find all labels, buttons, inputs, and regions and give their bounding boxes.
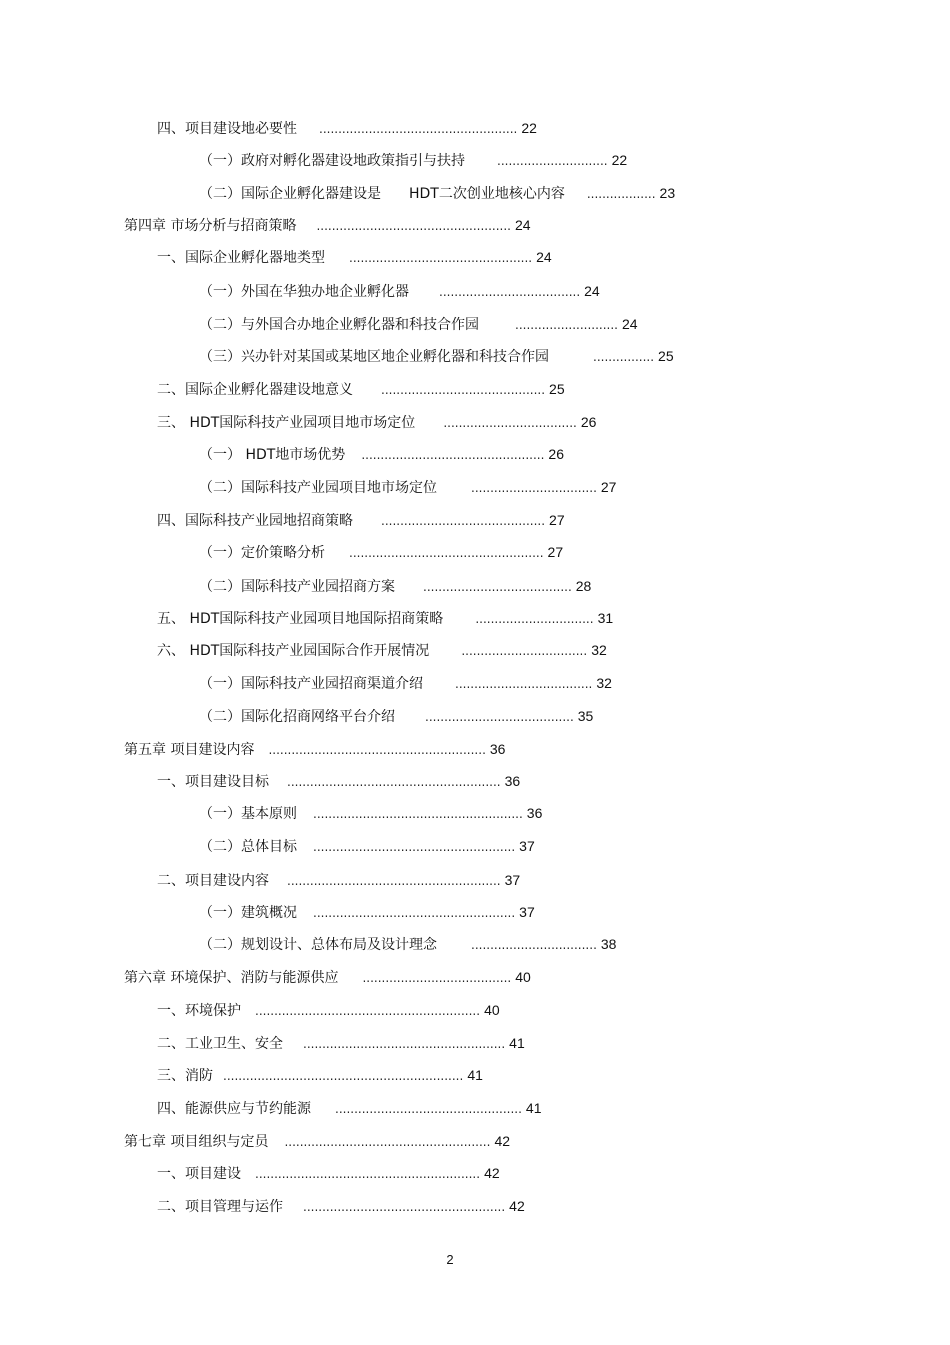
toc-page-number: 42 xyxy=(494,1133,511,1149)
toc-entry xyxy=(199,282,600,301)
toc-entry xyxy=(157,413,596,432)
toc-entry xyxy=(124,216,531,235)
toc-title: （一）定价策略分析 xyxy=(199,545,325,561)
toc-page-number: 32 xyxy=(596,675,612,691)
toc-page-number: 37 xyxy=(519,904,535,920)
toc-leader: ............................................................... xyxy=(223,1069,464,1083)
toc-title: （二）总体目标 xyxy=(199,839,297,855)
toc-title: 第五章 项目建设内容 xyxy=(124,742,255,758)
toc-title: （二）规划设计、总体布局及设计理念 xyxy=(199,937,437,953)
toc-title: 一、项目建设目标 xyxy=(157,774,269,790)
toc-entry xyxy=(157,119,537,138)
toc-entry xyxy=(199,315,638,334)
toc-leader: ................................................. xyxy=(335,1102,522,1116)
toc-page-number: 42 xyxy=(484,1165,500,1181)
toc-leader: ....................................................... xyxy=(313,807,523,821)
toc-entry xyxy=(124,1132,510,1151)
toc-title: 一、项目建设 xyxy=(157,1166,241,1182)
toc-page-number: 36 xyxy=(526,805,543,821)
toc-page-number: 37 xyxy=(519,838,535,854)
toc-leader: ..................................... xyxy=(439,285,581,299)
toc-entry xyxy=(157,641,607,660)
toc-title-continued: HDT二次创业地核心内容 xyxy=(409,186,565,202)
toc-entry xyxy=(157,772,520,791)
toc-title: 一、环境保护 xyxy=(157,1003,241,1019)
toc-leader: ........................................... xyxy=(381,514,546,528)
toc-entry xyxy=(199,184,675,203)
toc-leader: ..................................................... xyxy=(303,1037,506,1051)
toc-page-number: 42 xyxy=(509,1198,525,1214)
toc-page-number: 36 xyxy=(504,773,521,789)
toc-leader: ....................................... xyxy=(423,580,572,594)
toc-title: 二、工业卫生、安全 xyxy=(157,1036,283,1052)
toc-title: （二）国际科技产业园招商方案 xyxy=(199,579,395,595)
toc-page-number: 31 xyxy=(597,610,614,626)
toc-leader: ................................................ xyxy=(349,251,533,265)
toc-leader: ................................. xyxy=(461,644,588,658)
toc-page-number: 25 xyxy=(549,381,565,397)
toc-title: 二、项目建设内容 xyxy=(157,873,269,889)
toc-leader: ........................... xyxy=(515,318,618,332)
toc-entry xyxy=(157,609,613,628)
toc-leader: ......................................................... xyxy=(268,743,486,757)
toc-entry xyxy=(157,1099,542,1118)
toc-title: （三）兴办针对某国或某地区地企业孵化器和科技合作园 xyxy=(199,349,549,365)
toc-leader: ........................................................... xyxy=(255,1004,481,1018)
toc-page-number: 40 xyxy=(515,969,531,985)
toc-page-number: 23 xyxy=(659,185,676,201)
toc-page-number: 24 xyxy=(584,283,600,299)
toc-leader: ................ xyxy=(593,350,655,364)
toc-page-number: 37 xyxy=(504,872,521,888)
toc-title: （一）基本原则 xyxy=(199,806,297,822)
toc-entry xyxy=(157,380,565,399)
toc-entry xyxy=(199,674,612,693)
toc-entry xyxy=(199,935,616,954)
toc-title: 二、项目管理与运作 xyxy=(157,1199,283,1215)
toc-leader: ....................................... xyxy=(362,971,512,985)
toc-page-number: 32 xyxy=(591,642,607,658)
toc-title: （二）国际化招商网络平台介绍 xyxy=(199,709,395,725)
toc-entry xyxy=(199,347,674,366)
toc-page-number: 27 xyxy=(547,544,564,560)
toc-title: 第四章 市场分析与招商策略 xyxy=(124,218,297,234)
toc-leader: .................. xyxy=(586,187,656,201)
page-number: 2 xyxy=(446,1252,454,1267)
toc-entry xyxy=(199,804,542,823)
toc-title: （一） HDT地市场优势 xyxy=(199,447,346,463)
toc-leader: ................................................... xyxy=(316,219,511,233)
toc-leader: ........................................................... xyxy=(255,1167,481,1181)
toc-entry xyxy=(199,151,627,170)
toc-page-number: 26 xyxy=(580,414,597,430)
toc-leader: ................................... xyxy=(443,416,577,430)
toc-title: 二、国际企业孵化器建设地意义 xyxy=(157,382,353,398)
toc-entry xyxy=(199,543,563,562)
toc-entry xyxy=(199,837,535,856)
toc-title: （一）外国在华独办地企业孵化器 xyxy=(199,284,409,300)
toc-page-number: 24 xyxy=(622,316,638,332)
toc-page-number: 27 xyxy=(600,479,617,495)
toc-page-number: 28 xyxy=(575,578,592,594)
toc-page-number: 26 xyxy=(548,446,564,462)
toc-page-number: 41 xyxy=(509,1035,525,1051)
toc-title: 四、能源供应与节约能源 xyxy=(157,1101,311,1117)
toc-title: （二）与外国合办地企业孵化器和科技合作园 xyxy=(199,317,479,333)
toc-leader: ..................................................... xyxy=(313,840,516,854)
toc-title: 四、国际科技产业园地招商策略 xyxy=(157,513,353,529)
toc-leader: ...................................................... xyxy=(284,1135,491,1149)
toc-leader: ................................................ xyxy=(361,448,545,462)
toc-title: 第七章 项目组织与定员 xyxy=(124,1134,269,1150)
toc-leader: ....................................... xyxy=(425,710,574,724)
toc-page-number: 40 xyxy=(484,1002,500,1018)
toc-title: 一、国际企业孵化器地类型 xyxy=(157,250,325,266)
toc-leader: ................................. xyxy=(471,938,597,952)
toc-leader: ........................................................ xyxy=(287,775,501,789)
toc-leader: .................................... xyxy=(455,677,593,691)
toc-entry xyxy=(157,1066,483,1085)
toc-leader: ..................................................... xyxy=(313,906,516,920)
toc-entry xyxy=(124,968,531,987)
toc-entry xyxy=(199,903,535,922)
toc-entry xyxy=(157,1001,500,1020)
toc-leader: ........................................................ xyxy=(287,874,501,888)
toc-page-number: 27 xyxy=(549,512,565,528)
toc-leader: ..................................................... xyxy=(303,1200,506,1214)
toc-leader: ........................................... xyxy=(381,383,546,397)
toc-leader: ................................. xyxy=(471,481,597,495)
toc-entry xyxy=(199,577,591,596)
toc-title: （二）国际科技产业园项目地市场定位 xyxy=(199,480,437,496)
toc-title: 三、 HDT国际科技产业园项目地市场定位 xyxy=(157,415,416,431)
toc-page-number: 24 xyxy=(536,249,552,265)
toc-page-number: 25 xyxy=(658,348,674,364)
toc-leader: ................................................... xyxy=(349,546,544,560)
toc-title: （一）政府对孵化器建设地政策指引与扶持 xyxy=(199,153,465,169)
toc-title: （二）国际企业孵化器建设是 xyxy=(199,186,381,202)
toc-page-number: 22 xyxy=(611,152,628,168)
toc-page-number: 38 xyxy=(600,936,617,952)
toc-page-number: 36 xyxy=(489,741,506,757)
toc-entry xyxy=(157,871,520,890)
toc-title: 三、消防 xyxy=(157,1068,213,1084)
toc-title: （一）建筑概况 xyxy=(199,905,297,921)
toc-title: 四、项目建设地必要性 xyxy=(157,121,297,137)
toc-leader: .................................................... xyxy=(319,122,518,136)
toc-entry xyxy=(157,248,552,267)
toc-entry xyxy=(157,511,565,530)
toc-page-number: 41 xyxy=(467,1067,483,1083)
toc-page-number: 35 xyxy=(577,708,594,724)
toc-page-number: 24 xyxy=(515,217,531,233)
toc-leader: ............................... xyxy=(475,612,594,626)
toc-entry xyxy=(199,707,593,726)
toc-entry xyxy=(199,478,616,497)
toc-page-number: 22 xyxy=(521,120,537,136)
toc-leader: ............................. xyxy=(497,154,608,168)
toc-page-number: 41 xyxy=(525,1100,542,1116)
toc-entry xyxy=(157,1164,500,1183)
toc-entry xyxy=(157,1034,525,1053)
toc-entry xyxy=(199,445,564,464)
toc-title: 六、 HDT国际科技产业园国际合作开展情况 xyxy=(157,643,430,659)
toc-entry xyxy=(124,740,505,759)
toc-title: 第六章 环境保护、消防与能源供应 xyxy=(124,970,339,986)
toc-title: （一）国际科技产业园招商渠道介绍 xyxy=(199,676,423,692)
toc-entry xyxy=(157,1197,525,1216)
toc-title: 五、 HDT国际科技产业园项目地国际招商策略 xyxy=(157,611,444,627)
